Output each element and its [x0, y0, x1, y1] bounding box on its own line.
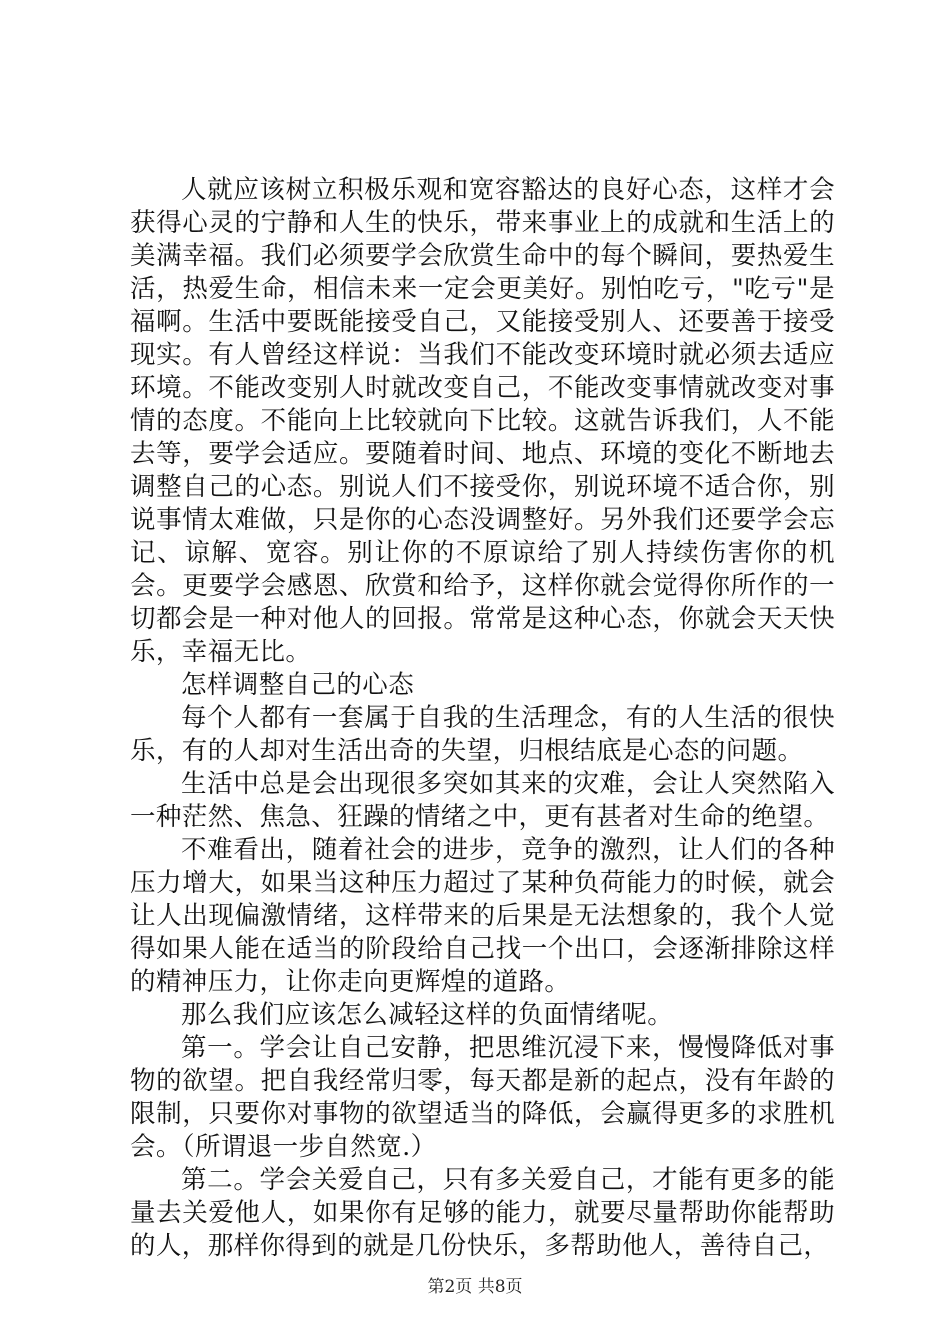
section-heading: 怎样调整自己的心态 [181, 670, 415, 700]
paragraph-attitude: 人就应该树立积极乐观和宽容豁达的良好心态，这样才会获得心灵的宁静和人生的快乐，带来事业上的成就和生活上的美满幸福。我们必须要学会欣赏生命中的每个瞬间，要热爱生活，热爱生命，相信未来一定会更美好。别怕吃亏，"吃亏"是福啊。生活中要既能接受自己，又能接受别人、还要善于接受现实。有人曾经这样说：当我们不能改变环境时就必须去适应环境。不能改变别人时就改变自己，不能改变事情就改变对事情的态度。不能向上比较就向下比较。这就告诉我们，人不能去等，要学会适应。要随着时间、地点、环境的变化不断地去调整自己的心态。别说人们不接受你，别说环境不适合你，别说事情太难做，只是你的心态没调整好。另外我们还要学会忘记、谅解、宽容。别让你的不原谅给了别人持续伤害你的机会。更要学会感恩、欣赏和给予，这样你就会觉得你所作的一切都会是一种对他人的回报。常常是这种心态，你就会天天快乐，幸福无比。 [130, 175, 835, 667]
paragraph-question: 那么我们应该怎么减轻这样的负面情绪呢。 [181, 1000, 674, 1030]
document-body [130, 174, 835, 1263]
paragraph-point-two: 第二。学会关爱自己，只有多关爱自己，才能有更多的能量去关爱他人，如果你有足够的能力，就要尽量帮助你能帮助的人，那样你得到的就是几份快乐，多帮助他人，善待自己， [130, 1165, 835, 1261]
paragraph-point-one: 第一。学会让自己安静，把思维沉浸下来，慢慢降低对事物的欲望。把自我经常归零，每天都是新的起点，没有年龄的限制，只要你对事物的欲望适当的降低，会赢得更多的求胜机会。（所谓退一步自然宽.） [130, 1033, 835, 1162]
page-number-footer: 第2页 共8页 [427, 1277, 523, 1297]
paragraph-pressure: 不难看出，随着社会的进步，竞争的激烈，让人们的各种压力增大，如果当这种压力超过了某种负荷能力的时候，就会让人出现偏激情绪，这样带来的后果是无法想象的，我个人觉得如果人能在适当的阶段给自己找一个出口，会逐渐排除这样的精神压力，让你走向更辉煌的道路。 [130, 835, 835, 997]
paragraph-life-philosophy: 每个人都有一套属于自我的生活理念，有的人生活的很快乐，有的人却对生活出奇的失望，归根结底是心态的问题。 [130, 703, 835, 766]
paragraph-disasters: 生活中总是会出现很多突如其来的灾难，会让人突然陷入一种茫然、焦急、狂躁的情绪之中，更有甚者对生命的绝望。 [130, 769, 835, 832]
